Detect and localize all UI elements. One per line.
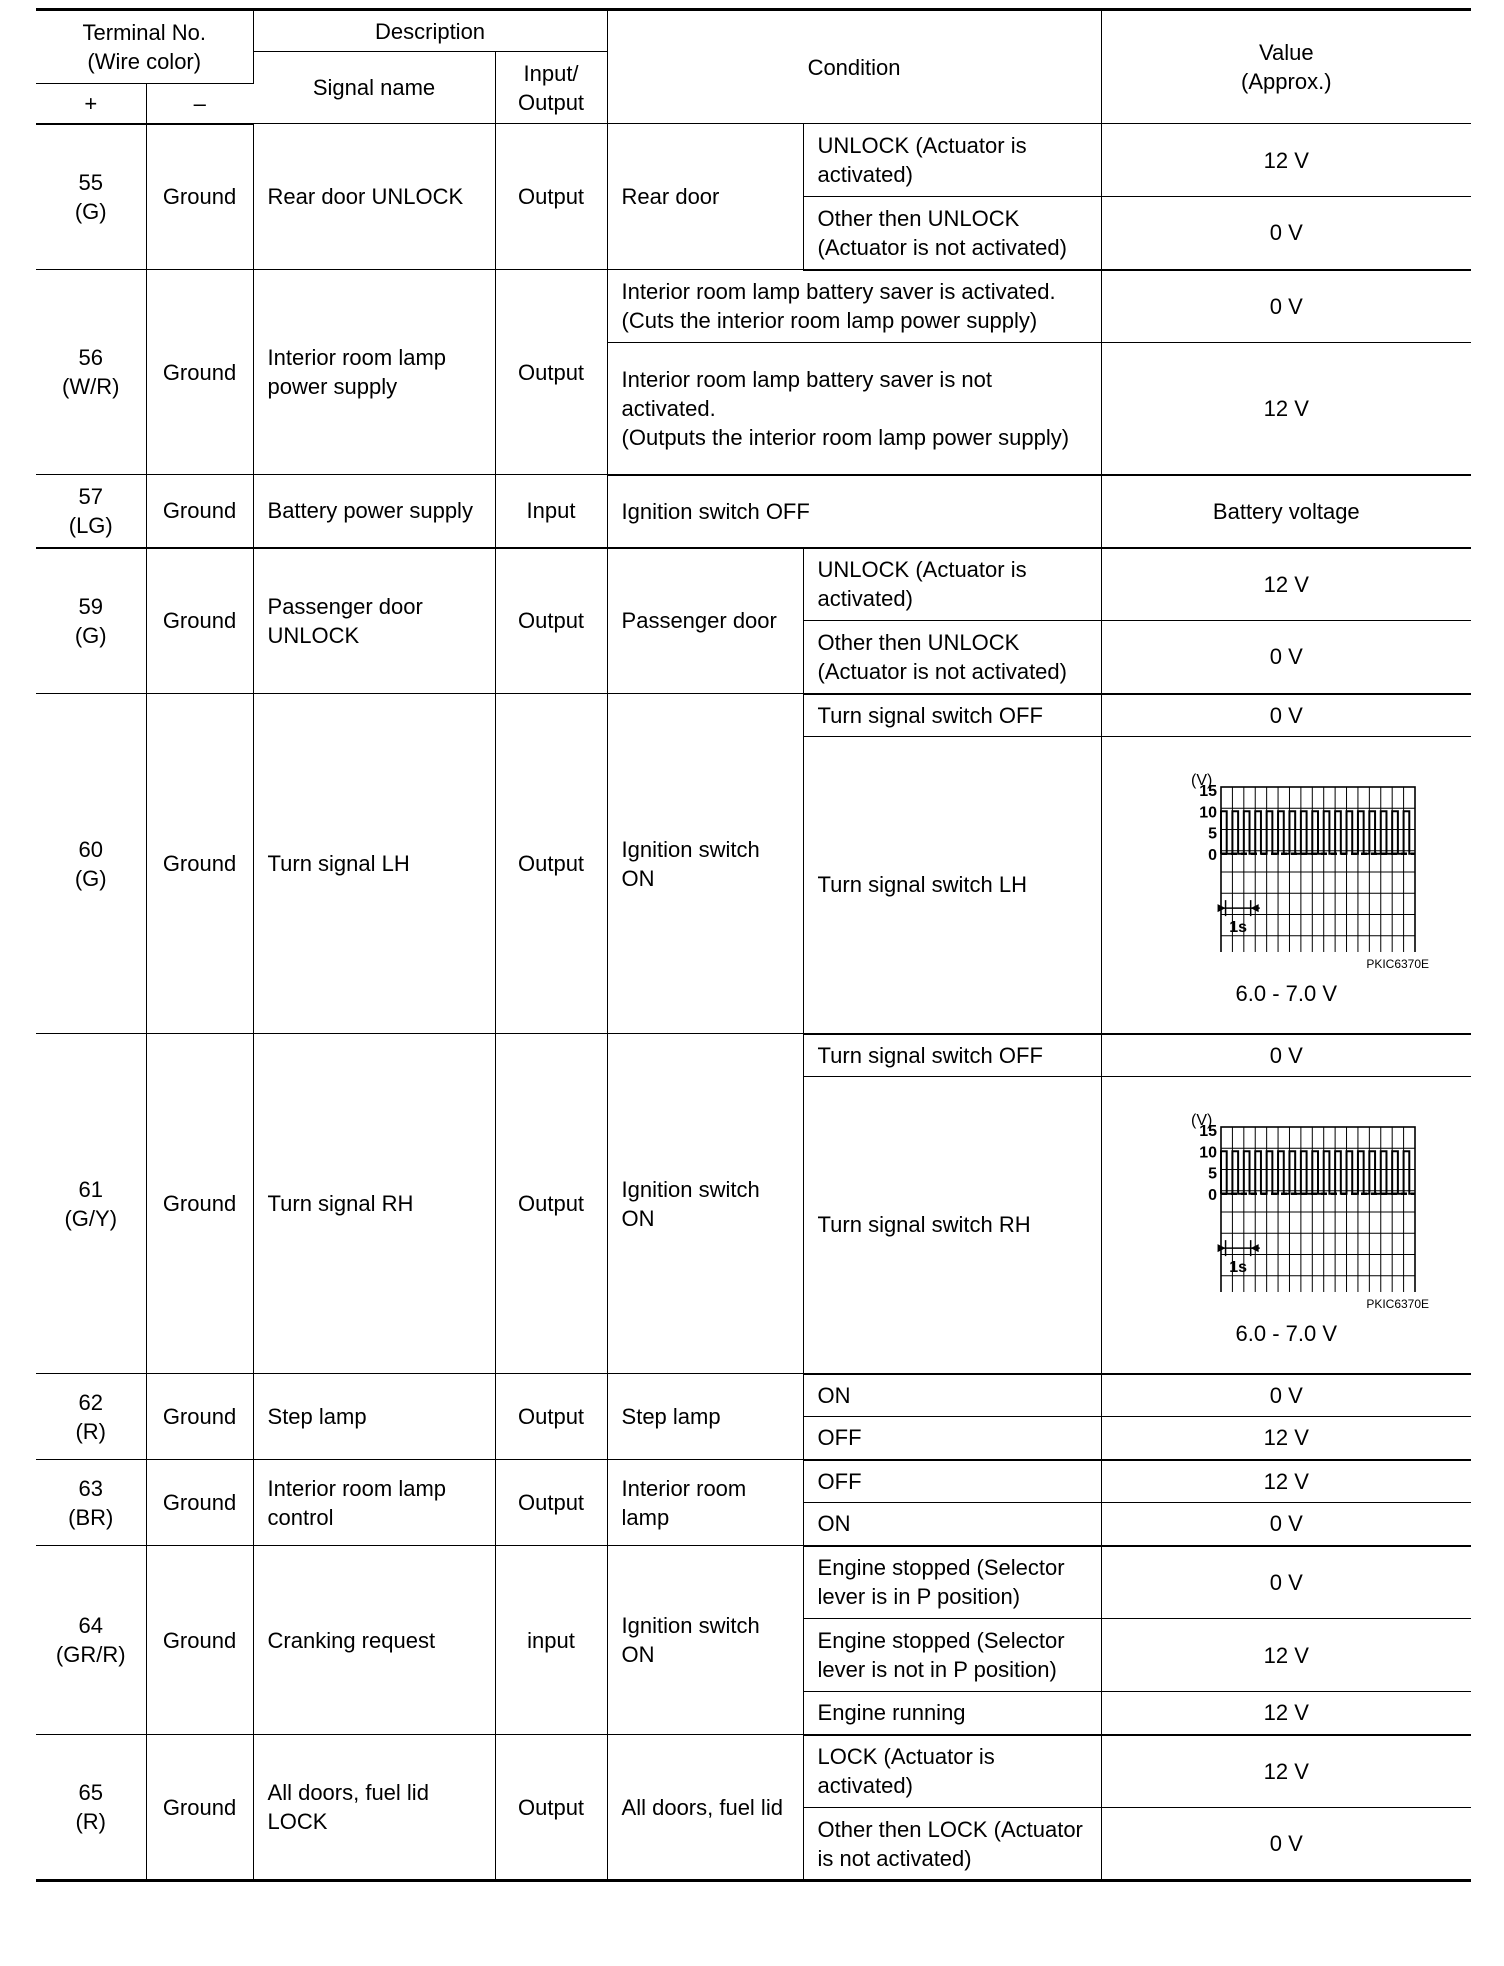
terminal-cell	[36, 124, 146, 270]
sub-condition-cell: Engine stopped (Selector lever is not in P position)	[803, 1619, 1101, 1692]
sub-condition-line: Interior room lamp battery saver is not activated.	[621, 366, 993, 421]
scope-tick-label: 15	[1199, 1122, 1218, 1140]
value-cell: 12 V	[1101, 1460, 1471, 1503]
value-cell	[1101, 737, 1471, 1034]
condition-cell: Ignition switch ON	[607, 1034, 803, 1374]
signal-name-cell: Cranking request	[253, 1546, 495, 1735]
scope-tick-label: 5	[1208, 1165, 1218, 1183]
value-cell: 0 V	[1101, 694, 1471, 737]
wire-color: (G)	[74, 622, 107, 648]
value-cell: 0 V	[1101, 1546, 1471, 1619]
value-text: 6.0 - 7.0 V	[1235, 1320, 1338, 1346]
sub-condition-cell: LOCK (Actuator is activated)	[803, 1735, 1101, 1808]
terminal-number: 60	[78, 836, 103, 862]
value-cell: 0 V	[1101, 1808, 1471, 1881]
sub-condition-cell: Turn signal switch OFF	[803, 1034, 1101, 1077]
scope-tick-label: 15	[1199, 782, 1218, 800]
value-cell	[1101, 1077, 1471, 1374]
sub-condition-cell: Other then UNLOCK (Actuator is not activated)	[803, 621, 1101, 694]
sub-condition-cell: OFF	[803, 1460, 1101, 1503]
sub-condition-cell: Engine stopped (Selector lever is in P position)	[803, 1546, 1101, 1619]
value-cell: 12 V	[1101, 124, 1471, 197]
sub-condition-cell: ON	[803, 1374, 1101, 1417]
io-cell: Output	[495, 694, 607, 1034]
io-cell: Output	[495, 124, 607, 270]
header-output-label: Output	[518, 89, 585, 115]
wire-color: (LG)	[68, 512, 113, 538]
condition-cell: Interior room lamp	[607, 1460, 803, 1546]
io-cell: Output	[495, 270, 607, 475]
header-input-label: Input/	[523, 60, 579, 86]
condition-cell: Passenger door	[607, 548, 803, 694]
io-cell: Output	[495, 1460, 607, 1546]
scope-tick-label: 10	[1199, 1144, 1218, 1161]
sub-condition-cell: Interior room lamp battery saver is activated. (Cuts the interior room lamp power supply)	[607, 270, 1101, 343]
sub-condition-cell	[607, 343, 1101, 475]
value-cell: 0 V	[1101, 1503, 1471, 1546]
scope-tick-label: 10	[1199, 804, 1218, 821]
value-cell: 12 V	[1101, 1735, 1471, 1808]
signal-name-cell: Step lamp	[253, 1374, 495, 1460]
terminal-cell	[36, 694, 146, 1034]
header-value-label: Value	[1258, 40, 1314, 65]
value-cell: 12 V	[1101, 1692, 1471, 1735]
sub-condition-cell: Other then UNLOCK (Actuator is not activated)	[803, 197, 1101, 270]
io-cell: Output	[495, 1735, 607, 1881]
oscilloscope-waveform	[1141, 762, 1431, 952]
terminal-table-container	[36, 8, 1471, 1882]
terminal-number: 65	[78, 1780, 103, 1805]
value-cell: 0 V	[1101, 621, 1471, 694]
scope-unit-label: (V)	[1191, 1111, 1213, 1129]
terminal-cell	[36, 270, 146, 475]
header-signal-name: Signal name	[253, 52, 495, 124]
value-cell: 0 V	[1101, 1374, 1471, 1417]
sub-condition-cell: Engine running	[803, 1692, 1101, 1735]
terminal-number: 59	[78, 593, 103, 619]
wire-color: (G)	[74, 865, 107, 891]
sub-condition-cell: UNLOCK (Actuator is activated)	[803, 124, 1101, 197]
signal-name-cell: Battery power supply	[253, 475, 495, 548]
sub-condition-cell: Turn signal switch OFF	[803, 694, 1101, 737]
minus-cell: Ground	[146, 694, 253, 1034]
io-cell: Output	[495, 1374, 607, 1460]
wire-color: (G/Y)	[64, 1205, 118, 1231]
sub-condition-cell: OFF	[803, 1417, 1101, 1460]
value-cell: 0 V	[1101, 197, 1471, 270]
terminal-cell	[36, 1546, 146, 1735]
sub-condition-cell: ON	[803, 1503, 1101, 1546]
scope-waveform-trace	[1221, 1151, 1415, 1194]
terminal-number: 64	[78, 1613, 103, 1638]
terminal-number: 57	[78, 483, 103, 509]
value-cell: 12 V	[1101, 343, 1471, 475]
oscilloscope-waveform	[1141, 1102, 1431, 1292]
sub-condition-cell: Other then LOCK (Actuator is not activated)	[803, 1808, 1101, 1881]
terminal-cell	[36, 1735, 146, 1881]
scope-unit-label: (V)	[1191, 771, 1213, 789]
wire-color: (R)	[75, 1809, 107, 1834]
condition-cell: Ignition switch OFF	[607, 475, 1101, 548]
signal-name-cell: All doors, fuel lid LOCK	[253, 1735, 495, 1881]
wire-color: (R)	[75, 1418, 107, 1444]
wire-color: (BR)	[68, 1504, 114, 1530]
header-value	[1101, 10, 1471, 124]
io-cell: Output	[495, 1034, 607, 1374]
minus-cell: Ground	[146, 1546, 253, 1735]
condition-cell: Step lamp	[607, 1374, 803, 1460]
terminal-value-table	[36, 8, 1471, 1882]
sub-condition-cell: Turn signal switch LH	[803, 737, 1101, 1034]
value-cell: 12 V	[1101, 1417, 1471, 1460]
scope-tick-label: 0	[1208, 1186, 1218, 1204]
terminal-cell	[36, 475, 146, 548]
wire-color: (W/R)	[62, 374, 120, 399]
scope-tick-label: 0	[1208, 846, 1218, 864]
value-with-scope	[1106, 762, 1468, 1008]
minus-cell: Ground	[146, 270, 253, 475]
scope-waveform-trace	[1221, 811, 1415, 854]
scope-time-label: 1s	[1229, 918, 1248, 936]
figure-code: PKIC6370E	[1366, 1296, 1430, 1311]
terminal-cell	[36, 1374, 146, 1460]
sub-condition-cell: Turn signal switch RH	[803, 1077, 1101, 1374]
minus-cell: Ground	[146, 1460, 253, 1546]
signal-name-cell: Interior room lamp power supply	[253, 270, 495, 475]
terminal-number: 62	[78, 1389, 103, 1415]
terminal-cell	[36, 548, 146, 694]
wire-color: (G)	[74, 198, 107, 224]
header-terminal-no-label: Terminal No.	[82, 20, 206, 45]
signal-name-cell: Turn signal RH	[253, 1034, 495, 1374]
value-cell: 0 V	[1101, 270, 1471, 343]
signal-name-cell: Rear door UNLOCK	[253, 124, 495, 270]
minus-cell: Ground	[146, 1034, 253, 1374]
figure-code: PKIC6370E	[1366, 956, 1430, 971]
terminal-number: 56	[78, 345, 103, 370]
terminal-number: 63	[78, 1475, 103, 1501]
terminal-number: 61	[78, 1176, 103, 1202]
minus-cell: Ground	[146, 1735, 253, 1881]
scope-time-label: 1s	[1229, 1258, 1248, 1276]
signal-name-cell: Interior room lamp control	[253, 1460, 495, 1546]
header-plus: +	[36, 84, 146, 124]
io-cell: Output	[495, 548, 607, 694]
signal-name-cell: Turn signal LH	[253, 694, 495, 1034]
io-cell: Input	[495, 475, 607, 548]
signal-name-cell: Passenger door UNLOCK	[253, 548, 495, 694]
value-cell: 0 V	[1101, 1034, 1471, 1077]
header-input-output	[495, 52, 607, 124]
sub-condition-cell: UNLOCK (Actuator is activated)	[803, 548, 1101, 621]
header-condition: Condition	[607, 10, 1101, 124]
value-cell: 12 V	[1101, 1619, 1471, 1692]
minus-cell: Ground	[146, 1374, 253, 1460]
header-approx-label: (Approx.)	[1241, 69, 1332, 94]
minus-cell: Ground	[146, 475, 253, 548]
condition-cell: Ignition switch ON	[607, 694, 803, 1034]
value-cell: 12 V	[1101, 548, 1471, 621]
scope-tick-label: 5	[1208, 825, 1218, 843]
value-text: 6.0 - 7.0 V	[1235, 980, 1338, 1006]
condition-cell: Rear door	[607, 124, 803, 270]
terminal-number: 55	[78, 169, 103, 195]
terminal-cell	[36, 1034, 146, 1374]
sub-condition-line: (Outputs the interior room lamp power supply)	[621, 424, 1070, 450]
io-cell: input	[495, 1546, 607, 1735]
minus-cell: Ground	[146, 124, 253, 270]
scope-time-arrow	[1251, 1244, 1259, 1252]
condition-cell: Ignition switch ON	[607, 1546, 803, 1735]
scope-time-arrow	[1251, 904, 1259, 912]
wire-color: (GR/R)	[55, 1642, 126, 1667]
header-terminal-no	[36, 10, 253, 84]
header-minus: –	[146, 84, 253, 124]
header-wire-color-label: (Wire color)	[87, 49, 202, 74]
minus-cell: Ground	[146, 548, 253, 694]
value-with-scope	[1106, 1102, 1468, 1348]
terminal-cell	[36, 1460, 146, 1546]
condition-cell: All doors, fuel lid	[607, 1735, 803, 1881]
header-description: Description	[253, 10, 607, 52]
value-cell: Battery voltage	[1101, 475, 1471, 548]
